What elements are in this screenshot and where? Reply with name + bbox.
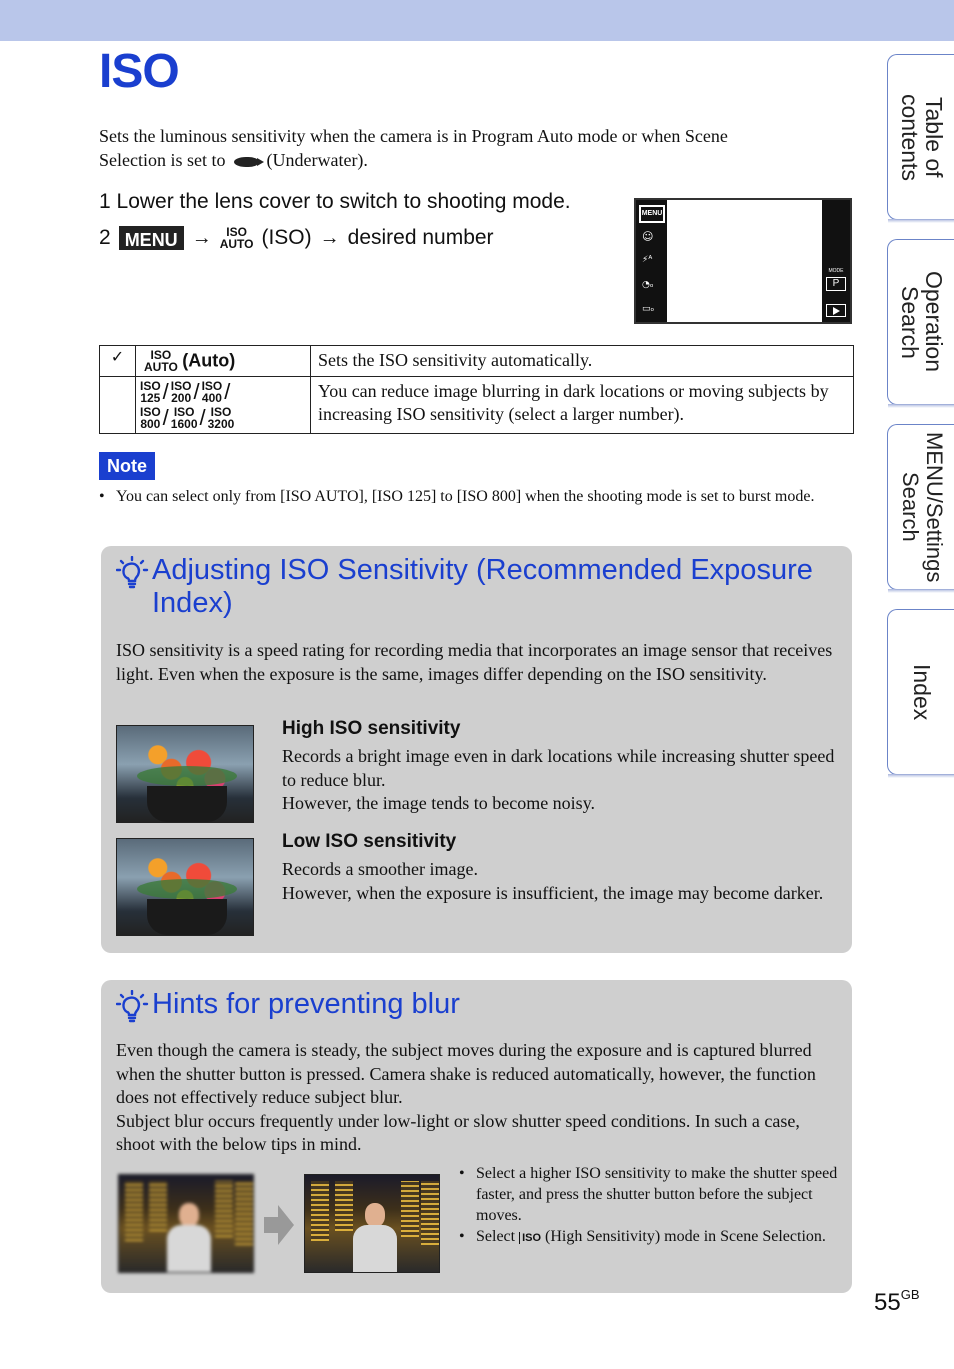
bullet: • (99, 488, 105, 505)
image-detail (311, 1181, 329, 1241)
list-item (459, 1226, 839, 1249)
iso-options-table (99, 345, 854, 434)
low-iso-text (282, 858, 837, 905)
iso-values-cell (136, 377, 311, 434)
image-detail (353, 1203, 397, 1273)
menu-key-icon: MENU (119, 226, 184, 250)
tab-label: Index (909, 663, 935, 721)
lightbulb-hint-icon (116, 556, 150, 592)
camera-lcd-screen (634, 198, 852, 324)
lcd-menu-icon: MENU (639, 205, 665, 223)
image-detail (125, 1181, 143, 1241)
arrow-icon: → (319, 226, 340, 249)
image-detail (147, 786, 227, 822)
playback-icon (826, 304, 846, 317)
check-cell (100, 346, 136, 377)
list-item: • Select a higher ISO sensitivity to make the shutter speed faster, and press the shutter button before the subject moves. (459, 1163, 839, 1226)
image-detail (365, 1203, 385, 1227)
step-1: 1 Lower the lens cover to switch to shooting mode. (99, 190, 571, 213)
iso-125-icon (140, 380, 161, 404)
image-detail (137, 879, 237, 899)
high-iso-title: High ISO sensitivity (282, 718, 461, 739)
empty-cell (100, 377, 136, 434)
panel-body (116, 1039, 836, 1157)
image-detail (167, 1203, 211, 1273)
iso-label: ISO (173, 405, 195, 419)
iso-label: ISO (140, 405, 161, 419)
table-cell-desc: You can reduce image blurring in dark locations or moving subjects by increasing ISO sensitivity (select a larger number). (311, 377, 854, 434)
tab-menu-settings-search[interactable] (887, 424, 954, 590)
page-number (874, 1289, 920, 1317)
tab-label: Table of contents (897, 93, 947, 181)
image-detail (421, 1181, 439, 1245)
iso-sensitivity-panel (101, 546, 852, 953)
lcd-left-column (636, 200, 667, 322)
iso-value: 200 (171, 391, 192, 405)
lcd-mode-label: MODE (828, 268, 844, 274)
panel-body-1: Even though the camera is steady, the subject moves during the exposure and is captured blurred when the shutter button is pressed. Camera shake is reduced automatically, however, the function does not effectively reduce subject blur. (116, 1040, 816, 1107)
iso-label: ISO (201, 379, 223, 393)
high-sensitivity-icon: ISO (519, 1232, 541, 1244)
divider: / (224, 379, 231, 404)
flash-auto-icon: ⚡ᴬ (642, 255, 653, 265)
panel-body: ISO sensitivity is a speed rating for recording media that incorporates an image sensor that receives light. Even when the exposure is the same, images differ depending on the ISO sensitivity. (116, 640, 833, 684)
image-detail (215, 1181, 233, 1237)
iso-value: 800 (140, 417, 161, 431)
panel-heading-text: Hints for preventing blur (152, 988, 460, 1020)
iso-auto-cell (136, 346, 311, 377)
tab-index[interactable] (887, 609, 954, 775)
top-banner (0, 0, 954, 41)
high-iso-text (282, 745, 837, 816)
tab-operation-search[interactable] (887, 239, 954, 405)
low-iso-text-1: Records a smoother image. (282, 859, 478, 879)
note-content: You can select only from [ISO AUTO], [ISO 125] to [ISO 800] when the shooting mode is set to burst mode. (116, 488, 815, 505)
iso-badge-bottom: AUTO (144, 360, 178, 374)
panel-body-2: Subject blur occurs frequently under low-light or slow shutter speed conditions. In such a case, shoot with the below tips in mind. (116, 1110, 800, 1154)
step-2-iso-label: (ISO) (261, 226, 312, 249)
blurred-night-portrait-image (118, 1174, 254, 1273)
iso-auto-bottom: AUTO (219, 237, 254, 251)
lightbulb-hint-icon (116, 990, 150, 1026)
image-detail (137, 766, 237, 786)
low-iso-title: Low ISO sensitivity (282, 831, 457, 852)
iso-label: ISO (170, 379, 192, 393)
iso-value: 125 (140, 391, 161, 405)
table-row (100, 346, 854, 377)
iso-label: ISO (140, 379, 161, 393)
tab-label-container (892, 425, 952, 589)
tab-label: MENU/Settings Search (898, 431, 947, 583)
iso-auto-icon (220, 226, 254, 250)
low-iso-sample-image (116, 838, 254, 936)
iso-value: 3200 (207, 417, 235, 431)
tab-label-container (892, 240, 952, 404)
iso-value: 1600 (170, 417, 198, 431)
self-timer-off-icon: ◔ₒ (642, 280, 654, 290)
iso-1600-icon (171, 406, 198, 430)
iso-badge-top: ISO (150, 348, 172, 362)
panel-heading (116, 554, 836, 620)
panel-heading (116, 988, 836, 1021)
tips-list (459, 1163, 839, 1249)
iso-auto-top: ISO (226, 225, 247, 239)
smile-icon: ☺ (642, 230, 654, 243)
iso-label: ISO (210, 405, 232, 419)
arrow-icon: → (191, 226, 212, 249)
tip-2-part-2: (High Sensitivity) mode in Scene Selection. (545, 1228, 826, 1245)
divider: / (162, 379, 169, 404)
page-number-suffix: GB (900, 1287, 920, 1302)
image-detail (353, 1225, 397, 1273)
iso-3200-icon (208, 406, 235, 430)
tab-label: Operation Search (897, 271, 947, 373)
divider: / (193, 379, 200, 404)
underwater-fish-icon (234, 157, 258, 167)
burst-off-icon: ▭ₒ (642, 304, 655, 314)
image-detail (167, 1225, 211, 1273)
note-badge: Note (99, 452, 155, 480)
auto-label: (Auto) (182, 350, 236, 371)
iso-values-row-2 (140, 406, 306, 430)
page-number-value: 55 (874, 1289, 901, 1316)
image-detail (147, 899, 227, 935)
image-detail (401, 1181, 419, 1237)
note-text (99, 486, 849, 507)
iso-400-icon (202, 380, 223, 404)
table-cell-desc: Sets the ISO sensitivity automatically. (311, 346, 854, 377)
image-detail (179, 1203, 199, 1227)
iso-200-icon (171, 380, 192, 404)
intro-text (99, 124, 799, 172)
lcd-right-column (822, 200, 850, 322)
divider: / (162, 405, 169, 430)
iso-values-row-1 (140, 380, 306, 404)
check-icon: ✓ (110, 347, 125, 366)
low-iso-text-2: However, when the exposure is insufficient, the image may become darker. (282, 882, 824, 903)
right-arrow-icon (264, 1205, 294, 1245)
image-detail (235, 1181, 253, 1245)
tab-table-of-contents[interactable] (887, 54, 954, 220)
iso-auto-icon (144, 349, 178, 373)
image-detail (335, 1181, 353, 1231)
intro-part-1: Sets the luminous sensitivity when the camera is in Program Auto mode or when Scene Selection is set to (99, 126, 728, 170)
table-row (100, 377, 854, 434)
divider: / (199, 405, 206, 430)
step-2-number: 2 (99, 226, 111, 249)
tab-label-container (892, 610, 952, 774)
tab-label-container (892, 55, 952, 219)
page-title: ISO (99, 45, 179, 98)
image-detail (149, 1181, 167, 1231)
sharp-night-portrait-image (304, 1174, 440, 1273)
high-iso-text-2: However, the image tends to become noisy. (282, 793, 596, 813)
tip-2-part-1: Select (476, 1228, 516, 1245)
step-2-end: desired number (347, 226, 494, 249)
high-iso-text-1: Records a bright image even in dark locations while increasing shutter speed to reduce blur. (282, 746, 835, 790)
step-2 (99, 226, 494, 250)
iso-800-icon (140, 406, 161, 430)
intro-part-2: (Underwater). (266, 150, 368, 170)
iso-value: 400 (201, 391, 222, 405)
panel-heading-text: Adjusting ISO Sensitivity (Recommended Exposure Index) (152, 554, 813, 619)
program-mode-icon: P (826, 277, 846, 291)
high-iso-sample-image (116, 725, 254, 823)
